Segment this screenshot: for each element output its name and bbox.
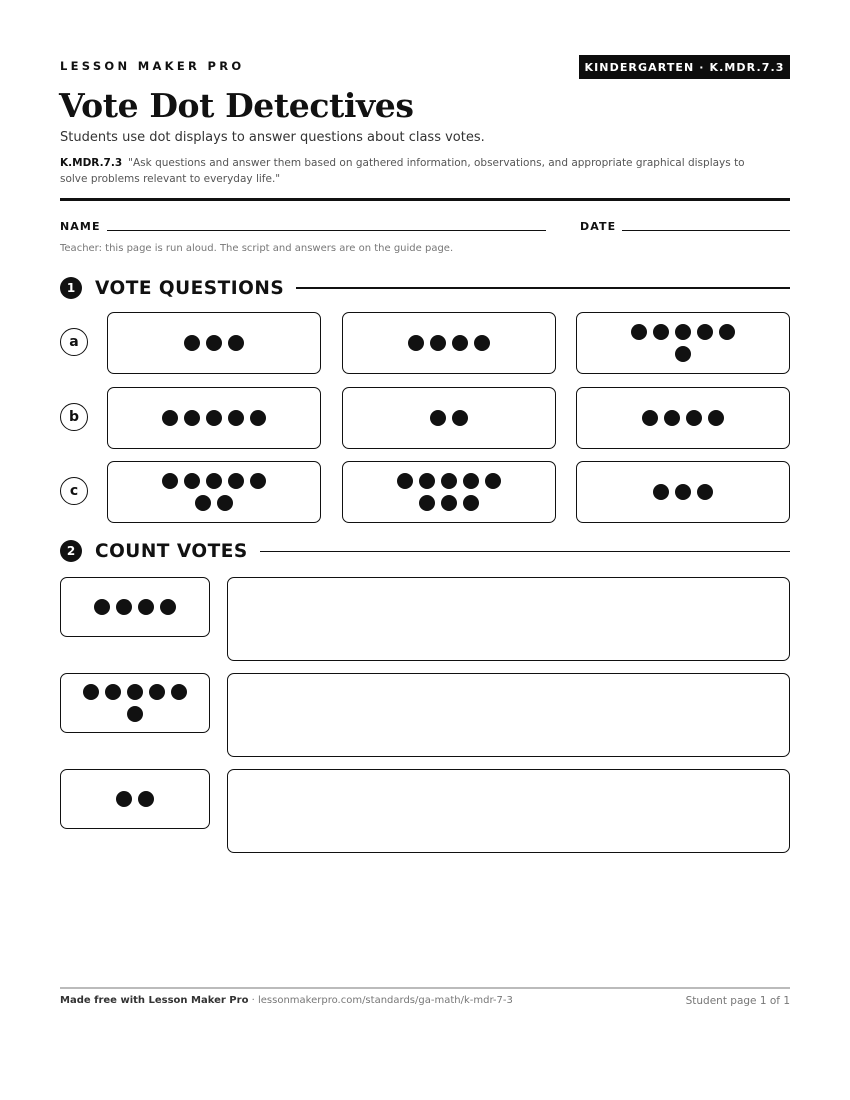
vote-dot [228, 410, 244, 426]
vote-dot [105, 684, 121, 700]
footer-credit [60, 995, 513, 1006]
dot-display [577, 462, 789, 522]
section-1-title: VOTE QUESTIONS [95, 277, 285, 299]
vote-dot [430, 335, 446, 351]
vote-dot [206, 410, 222, 426]
vote-dot [697, 484, 713, 500]
vote-dot [116, 599, 132, 615]
choice-box-c-1[interactable] [107, 461, 321, 523]
section-2-number: 2 [60, 540, 82, 562]
vote-dot [441, 495, 457, 511]
footer-url: · lessonmakerpro.com/standards/ga-math/k-mdr-7-3 [248, 995, 513, 1006]
choice-box-b-2[interactable] [342, 387, 556, 449]
vote-dot [138, 791, 154, 807]
vote-dot [686, 410, 702, 426]
vote-dot [463, 495, 479, 511]
choice-box-b-1[interactable] [107, 387, 321, 449]
dot-row [653, 484, 713, 500]
dot-display [577, 388, 789, 448]
vote-dot [463, 473, 479, 489]
answer-box-1[interactable] [227, 577, 790, 661]
standard-code: K.MDR.7.3 [60, 157, 123, 169]
choice-box-b-3[interactable] [576, 387, 790, 449]
dot-row [642, 410, 724, 426]
vote-dot [474, 335, 490, 351]
dot-display [343, 388, 555, 448]
dot-row [162, 410, 266, 426]
vote-dot [397, 473, 413, 489]
dot-row [430, 410, 468, 426]
standard-description [60, 155, 760, 187]
section-2-rule [260, 551, 790, 552]
vote-dot [653, 324, 669, 340]
section-2-heading [60, 539, 790, 563]
vote-dot [149, 684, 165, 700]
choice-box-a-3[interactable] [576, 312, 790, 374]
vote-dot [719, 324, 735, 340]
vote-dot [162, 410, 178, 426]
vote-dot [206, 473, 222, 489]
vote-dot [452, 335, 468, 351]
vote-dot [116, 791, 132, 807]
dot-row [83, 684, 187, 700]
vote-dot [217, 495, 233, 511]
vote-dot [127, 684, 143, 700]
vote-dot [171, 684, 187, 700]
teacher-note: Teacher: this page is run aloud. The script and answers are on the guide page. [60, 243, 454, 254]
name-field[interactable] [107, 230, 546, 231]
vote-dot [250, 410, 266, 426]
vote-dot [206, 335, 222, 351]
header-divider [60, 198, 790, 201]
vote-dot [675, 324, 691, 340]
footer-made-by: Made free with Lesson Maker Pro [60, 995, 249, 1006]
section-1-rule [296, 287, 790, 289]
vote-dot [675, 484, 691, 500]
vote-dot [184, 335, 200, 351]
worksheet-title: Vote Dot Detectives [59, 86, 414, 125]
brand-name: LESSON MAKER PRO [60, 59, 245, 73]
choice-box-c-3[interactable] [576, 461, 790, 523]
dot-row [162, 473, 266, 489]
section-1-heading [60, 276, 790, 300]
vote-dot [642, 410, 658, 426]
dot-row [195, 495, 233, 511]
answer-box-3[interactable] [227, 769, 790, 853]
dot-display [108, 313, 320, 373]
dot-display [343, 462, 555, 522]
vote-dot [184, 410, 200, 426]
vote-dot [228, 335, 244, 351]
vote-dot [83, 684, 99, 700]
dot-display [61, 578, 209, 636]
footer-divider [60, 987, 790, 989]
dot-row [184, 335, 244, 351]
question-letter-c: c [60, 477, 88, 505]
worksheet-subtitle: Students use dot displays to answer questions about class votes. [60, 130, 485, 145]
dot-display [108, 388, 320, 448]
vote-dot [160, 599, 176, 615]
choice-box-a-1[interactable] [107, 312, 321, 374]
count-dot-box-3 [60, 769, 210, 829]
dot-row [675, 346, 691, 362]
section-2-title: COUNT VOTES [95, 540, 248, 562]
dot-display [61, 770, 209, 828]
vote-dot [631, 324, 647, 340]
vote-dot [485, 473, 501, 489]
vote-dot [708, 410, 724, 426]
standard-text: "Ask questions and answer them based on gathered information, observations, and appropriate graphical displays to solve problems relevant to everyday life." [60, 157, 745, 185]
question-letter-b: b [60, 403, 88, 431]
count-dot-box-1 [60, 577, 210, 637]
dot-display [577, 313, 789, 373]
dot-display [108, 462, 320, 522]
dot-display [61, 674, 209, 732]
dot-row [94, 599, 176, 615]
vote-dot [675, 346, 691, 362]
question-letter-a: a [60, 328, 88, 356]
dot-row [419, 495, 479, 511]
vote-dot [664, 410, 680, 426]
vote-dot [697, 324, 713, 340]
vote-dot [419, 495, 435, 511]
vote-dot [94, 599, 110, 615]
dot-display [343, 313, 555, 373]
vote-dot [441, 473, 457, 489]
dot-row [127, 706, 143, 722]
dot-row [408, 335, 490, 351]
vote-dot [250, 473, 266, 489]
date-field[interactable] [622, 230, 790, 231]
choice-box-a-2[interactable] [342, 312, 556, 374]
vote-dot [195, 495, 211, 511]
section-1-number: 1 [60, 277, 82, 299]
answer-box-2[interactable] [227, 673, 790, 757]
vote-dot [419, 473, 435, 489]
vote-dot [408, 335, 424, 351]
grade-standard-badge: KINDERGARTEN · K.MDR.7.3 [579, 55, 790, 79]
vote-dot [184, 473, 200, 489]
dot-row [631, 324, 735, 340]
footer-page-number: Student page 1 of 1 [685, 995, 790, 1007]
count-dot-box-2 [60, 673, 210, 733]
vote-dot [452, 410, 468, 426]
vote-dot [162, 473, 178, 489]
dot-row [116, 791, 154, 807]
vote-dot [228, 473, 244, 489]
choice-box-c-2[interactable] [342, 461, 556, 523]
vote-dot [653, 484, 669, 500]
vote-dot [138, 599, 154, 615]
dot-row [397, 473, 501, 489]
name-label: NAME [60, 220, 101, 233]
date-label: DATE [580, 220, 617, 233]
vote-dot [430, 410, 446, 426]
vote-dot [127, 706, 143, 722]
